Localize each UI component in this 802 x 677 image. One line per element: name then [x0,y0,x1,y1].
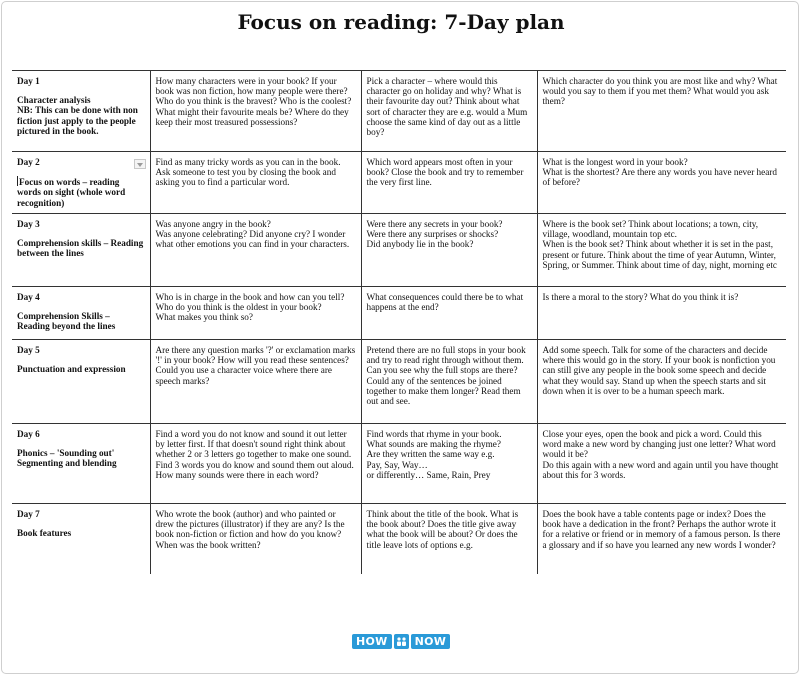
day-label: Day 6 [17,429,40,439]
table-row [12,504,786,574]
focus-label: Comprehension skills – Reading between the lines [17,238,144,259]
activity-cell [150,214,361,287]
day-cell [12,340,150,424]
logo-people-icon [394,634,409,649]
focus-label: Comprehension Skills – Reading beyond the lines [17,311,116,332]
activity-text: Pretend there are no full stops in your book and try to read right through without them. Can you see why the full stops are there? Could any of the sentences be joined together to make them longer? Read them out and see. [366,345,526,407]
focus-note: NB: This can be done with non fiction just apply to the people pictured in the book. [17,105,138,136]
activity-text: Find as many tricky words as you can in the book. Ask someone to test you by closing the book and asking you to find a particular word. [155,157,341,188]
reading-plan-table [12,70,786,574]
activity-cell [150,152,361,214]
page-title: Focus on reading: 7-Day plan [237,10,565,34]
activity-text: Was anyone angry in the book? Was anyone celebrating? Did anyone cry? I wonder what other emotions you can find in your characters. [155,219,350,250]
logo-right-text: NOW [411,634,451,649]
day-cell [12,152,150,214]
activity-text: What is the longest word in your book? What is the shortest? Are there any words you have never heard of before? [542,157,777,188]
table-row [12,71,786,152]
activity-cell [537,214,786,287]
activity-text: Are there any question marks '?' or exclamation marks '!' in your book? How will you read these sentences? Could you use a character voice where there are speech marks? [155,345,356,386]
activity-cell [361,340,537,424]
day-cell [12,214,150,287]
table-row [12,287,786,340]
activity-text: Find words that rhyme in your book. What sounds are making the rhyme? Are they written the same way e.g. Pay, Say, Way… or differently… Same, Rain, Prey [366,429,502,480]
activity-cell [537,152,786,214]
activity-text: Is there a moral to the story? What do you think it is? [542,292,739,302]
activity-cell [361,71,537,152]
activity-cell [150,287,361,340]
focus-label: Book features [17,528,72,539]
activity-text: How many characters were in your book? If your book was non fiction, how many people were there? Who do you think is the bravest? Who is the coolest? What might their favourite meals be? Where do they keep their most treasured possessions? [155,76,352,127]
activity-text: What consequences could there be to what happens at the end? [366,292,524,313]
text-cursor [17,176,18,186]
focus-label: Character analysis [17,95,91,106]
table-row [12,424,786,504]
table-row [12,152,786,214]
activity-cell [361,504,537,574]
day-cell [12,504,150,574]
focus-label-text: Focus on words – reading words on sight (whole word recognition) [17,177,126,208]
activity-text: Does the book have a table contents page or index? Does the book have a dedication in the front? Perhaps the author wrote it for a relative or friend or in memory of a famous person. Is there a glossary and if so have you learned any new words I wonder? [542,509,781,550]
activity-cell [537,424,786,504]
activity-cell [537,340,786,424]
activity-text: Close your eyes, open the book and pick a word. Could this word make a new word by changing just one letter? What word would it be? Do this again with a new word and again until you have thought about this for 3 words. [542,429,779,480]
activity-text: Which character do you think you are most like and why? What would you say to them if you met them? What would you ask them? [542,76,778,107]
day-cell [12,424,150,504]
table-row [12,340,786,424]
activity-cell [361,214,537,287]
focus-label [17,176,145,208]
activity-cell [361,424,537,504]
activity-text: Pick a character – where would this character go on holiday and why? What is their favourite day out? Think about what sort of character they are e.g. would a Mum choose the same kind of day out as a little boy? [366,76,528,138]
activity-cell [150,504,361,574]
activity-text: Add some speech. Talk for some of the characters and decide where this would go in the story. If your book is nonfiction you can still give any people in the book some speech and decide what they would say. Stand up when the speech starts and sit down when it is over to be a human speech mark. [542,345,776,396]
activity-cell [361,152,537,214]
focus-label: Phonics – 'Sounding out' Segmenting and blending [17,448,117,469]
activity-text: Who wrote the book (author) and who painted or drew the pictures (illustrator) if they are any? Is the book non-fiction or fiction and how do you know? When was the book written? [155,509,345,550]
day-label: Day 7 [17,509,40,519]
activity-text: Which word appears most often in your book? Close the book and try to remember the very first line. [366,157,524,188]
day-label: Day 1 [17,76,40,86]
dropdown-filter-icon[interactable] [134,159,146,169]
activity-cell [537,71,786,152]
focus-label: Punctuation and expression [17,364,126,375]
activity-text: Who is in charge in the book and how can you tell? Who do you think is the oldest in your book? What makes you think so? [155,292,345,323]
day-cell [12,71,150,152]
day-label: Day 4 [17,292,40,302]
activity-cell [150,424,361,504]
hownow-logo [352,633,450,649]
day-label: Day 2 [17,157,40,167]
activity-cell [537,287,786,340]
activity-text: Think about the title of the book. What is the book about? Does the title give away what the book will be about? Or does the title leave lots of options e.g. [366,509,519,550]
table-row [12,214,786,287]
day-label: Day 3 [17,219,40,229]
activity-cell [361,287,537,340]
activity-text: Were there any secrets in your book? Were there any surprises or shocks? Did anybody lie in the book? [366,219,503,250]
day-label: Day 5 [17,345,40,355]
activity-text: Where is the book set? Think about locations; a town, city, village, woodland, mountain top etc. When is the book set? Think about whether it is set in the past, present or future. Think about the time of year Autumn, Winter, Spring, or Summer. Think about time of day, night, morning etc [542,219,778,270]
logo-left-text: HOW [352,634,392,649]
activity-text: Find a word you do not know and sound it out letter by letter first. If that doesn't sound right think about whether 2 or 3 letters go together to make one sound. Find 3 words you do know and sound them out aloud. How many sounds were there in each word? [155,429,354,480]
activity-cell [150,71,361,152]
day-cell [12,287,150,340]
activity-cell [537,504,786,574]
activity-cell [150,340,361,424]
